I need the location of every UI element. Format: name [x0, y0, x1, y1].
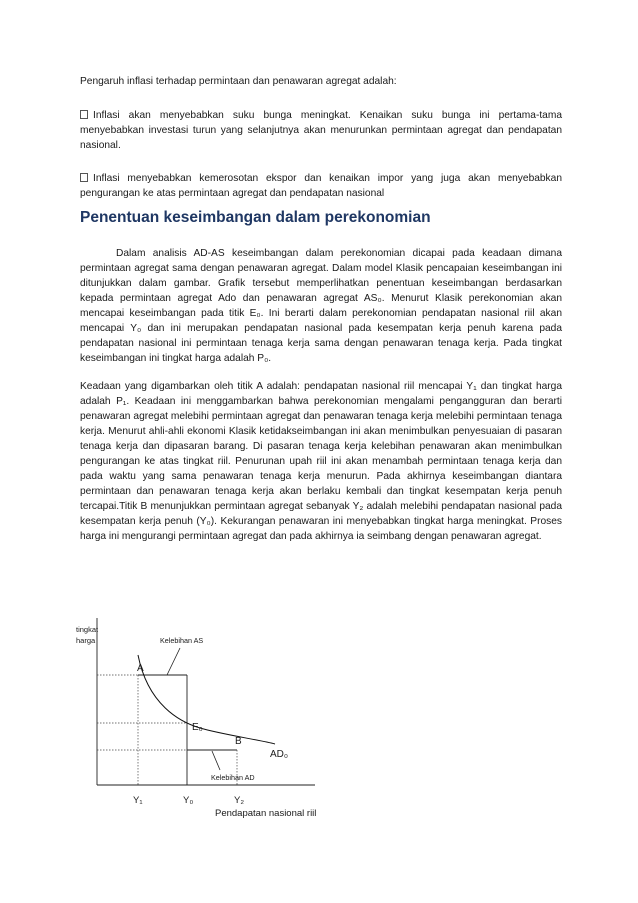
paragraph-2: Keadaan yang digambarkan oleh titik A adalah: pendapatan nasional riil mencapai Y₁ dan tingkat harga adalah P₁. Keadaan ini menggambarkan bahwa perekonomian mengalami pengangguran dan berarti penawaran agregat melebihi permintaan agregat dan penawaran tenaga kerja melebihi permintaan tenaga kerja. Menurut ahli-ahli ekonomi Klasik ketidakseimbangan ini akan menimbulkan penyesuaian di pasaran tenaga kerja dan dipasaran barang. Di pasaran tenaga kerja kelebihan penawaran akan menimbulkan pengurangan ke atas tingkat riil. Penurunan upah riil ini akan menambah permintaan tenaga kerja dan pada waktu yang sama penawaran tenaga kerja menurun. Pada akhirnya keseimbangan diantara permintaan dan penawaran tenaga kerja akan berlaku kembali dan tingkat kesempatan kerja penuh tercapai.Titik B menunjukkan permintaan agregat sebanyak Y₂ adalah melebihi pendapatan nasional pada kesempatan kerja penuh (Y₀). Kekurangan penawaran ini menyebabkan tingkat harga meningkat. Proses harga ini mengurangi permintaan agregat dan pada akhirnya ia seimbang dengan penawaran agregat. [80, 381, 562, 542]
ad-as-diagram [70, 610, 370, 830]
x-axis-label: Pendapatan nasional riil [215, 808, 317, 819]
bullet-item-1 [80, 108, 562, 153]
excess-as-label: Kelebihan AS [160, 636, 204, 645]
section-heading: Penentuan keseimbangan dalam perekonomian [80, 209, 431, 226]
x-tick-y2: Y₂ [234, 795, 245, 806]
ad-curve [138, 655, 275, 744]
intro-text: Pengaruh inflasi terhadap permintaan dan penawaran agregat adalah: [80, 76, 397, 87]
x-tick-y0: Y₀ [183, 795, 194, 806]
excess-ad-label: Kelebihan AD [211, 773, 255, 782]
bullet-item-2 [80, 171, 562, 201]
excess-as-arrow [167, 648, 180, 675]
bullet-text-1: Inflasi akan menyebabkan suku bunga meningkat. Kenaikan suku bunga ini pertama-tama menyebabkan investasi turun yang selanjutnya akan menurunkan permintaan agregat dan pendapatan nasional. [80, 110, 562, 151]
paragraph-1: Dalam analisis AD-AS keseimbangan dalam perekonomian dicapai pada keadaan dimana permintaan agregat sama dengan penawaran agregat. Dalam model Klasik pencapaian keseimbangan ini ditunjukkan dalam gambar. Grafik tersebut memperlihatkan penentuan keseimbangan berdasarkan kepada permintaan agregat Ado dan penawaran agregat AS₀. Menurut Klasik perekonomian akan mencapai keseimbangan pada titik E₀. Ini berarti dalam perekonomian pendapatan nasional riil akan mencapai Y₀ dan ini merupakan pendapatan nasional pada kesempatan kerja penuh karena pada pendapatan nasional ini permintaan tenaga kerja sama dengan penawaran tenaga kerja. Pada tingkat keseimbangan ini tingkat harga adalah P₀. [80, 248, 562, 364]
y-axis-label-2: harga [76, 636, 96, 645]
x-tick-y1: Y₁ [133, 795, 143, 806]
y-axis-label-1: tingkat [76, 625, 99, 634]
ad-curve-label: AD₀ [270, 749, 289, 760]
bullet-box-icon [80, 110, 88, 119]
point-b-label: B [235, 736, 242, 747]
bullet-box-icon [80, 173, 88, 182]
excess-ad-arrow [212, 751, 220, 770]
point-a-label: A [137, 663, 144, 674]
point-e-label: E₀ [192, 722, 203, 733]
bullet-text-2: Inflasi menyebabkan kemerosotan ekspor dan kenaikan impor yang juga akan menyebabkan pengurangan ke atas permintaan agregat dan pendapatan nasional [80, 173, 562, 199]
